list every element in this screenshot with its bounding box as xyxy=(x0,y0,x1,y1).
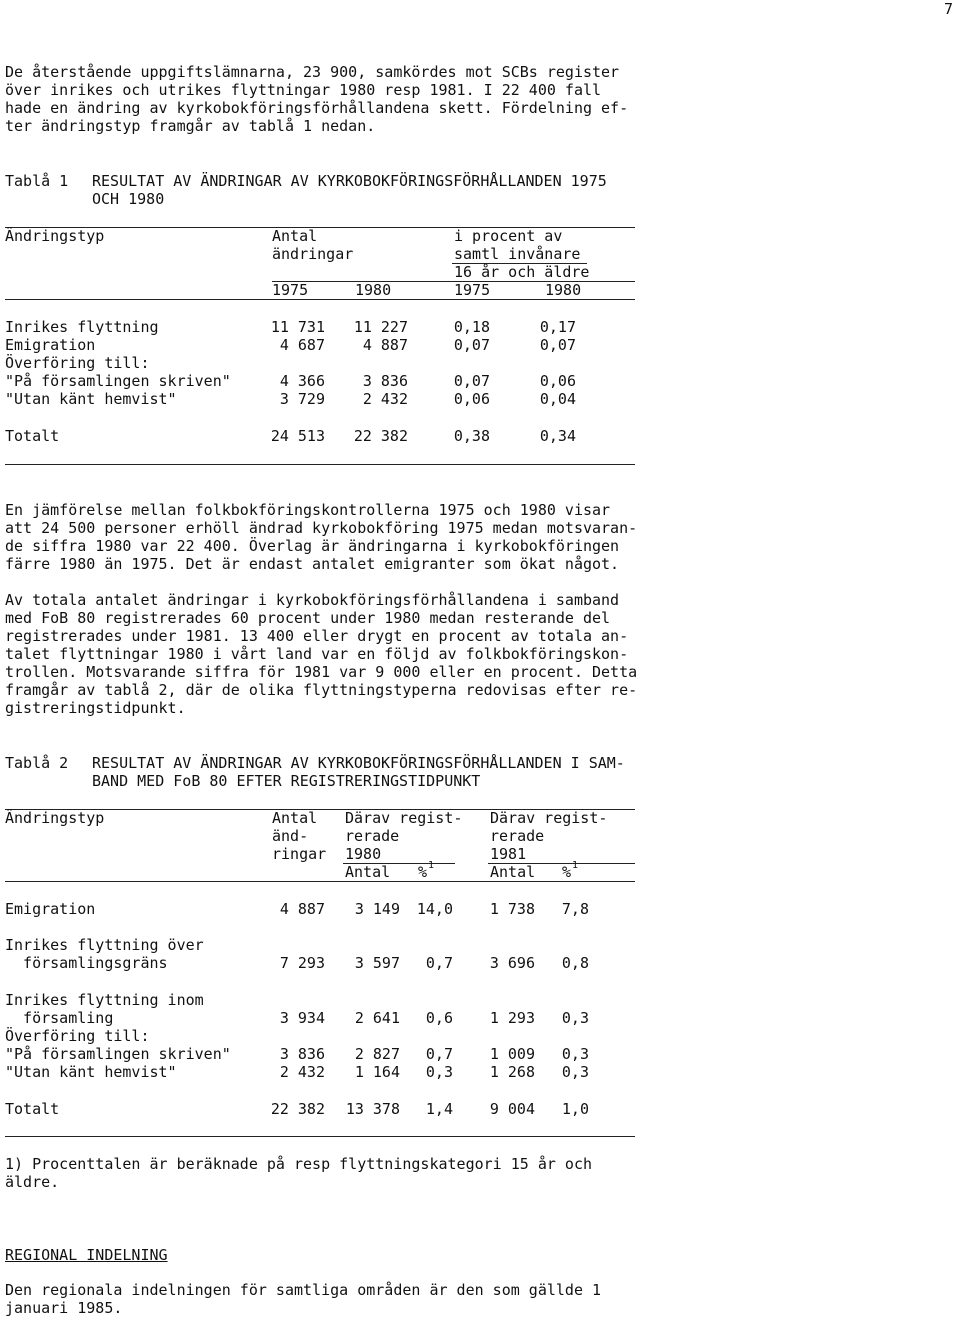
text-line: registrerades under 1981. 13 400 eller drygt en procent av totala an- xyxy=(5,627,629,645)
row-label: Emigration xyxy=(5,900,96,918)
text-line: Den regionala indelningen för samtliga områden är den som gällde 1 xyxy=(5,1281,602,1299)
column-header: 16 år och äldre xyxy=(454,263,590,281)
table-title: OCH 1980 xyxy=(92,190,165,208)
row-label: "På församlingen skriven" xyxy=(5,1045,231,1063)
column-header: Ändringstyp xyxy=(5,227,105,245)
table-cell: 2 641 xyxy=(354,1009,400,1027)
column-header: ringar xyxy=(272,845,327,863)
table-cell: 0,18 xyxy=(453,318,490,336)
column-header: rerade xyxy=(345,827,400,845)
row-label: Överföring till: xyxy=(5,1027,150,1045)
table-cell: 24 513 xyxy=(270,427,325,445)
footnote-mark: 1 xyxy=(428,860,435,871)
table-cell: 3 597 xyxy=(354,954,400,972)
text-line: talet flyttningar 1980 i vårt land var en följd av folkbokföringskon- xyxy=(5,645,629,663)
table-cell: 4 366 xyxy=(279,372,325,390)
table-cell: 0,6 xyxy=(425,1009,453,1027)
table-cell: 0,07 xyxy=(453,336,490,354)
table-cell: 3 934 xyxy=(279,1009,325,1027)
table-cell: 13 378 xyxy=(345,1100,400,1118)
row-label: "På församlingen skriven" xyxy=(5,372,231,390)
text-line: de siffra 1980 var 22 400. Överlag är ändringarna i kyrkobokföringen xyxy=(5,537,620,555)
column-header: Antal xyxy=(272,227,318,245)
row-label: Inrikes flyttning över xyxy=(5,936,204,954)
table-cell: 0,04 xyxy=(539,390,576,408)
column-header: Antal xyxy=(272,809,318,827)
table-cell: 3 836 xyxy=(362,372,408,390)
table-cell: 0,07 xyxy=(453,372,490,390)
sub-header: % xyxy=(418,863,428,881)
table-cell: 3 729 xyxy=(279,390,325,408)
sub-header: % xyxy=(562,863,572,881)
text-line: De återstående uppgiftslämnarna, 23 900, samkördes mot SCBs register xyxy=(5,63,620,81)
table-cell: 1 164 xyxy=(354,1063,400,1081)
table-cell: 1 268 xyxy=(489,1063,535,1081)
table-cell: 7 293 xyxy=(279,954,325,972)
column-header: i procent av xyxy=(454,227,563,245)
row-label: "Utan känt hemvist" xyxy=(5,1063,177,1081)
table-cell: 22 382 xyxy=(353,427,408,445)
year-header: 1980 xyxy=(545,281,582,299)
row-label: "Utan känt hemvist" xyxy=(5,390,177,408)
table-cell: 22 382 xyxy=(270,1100,325,1118)
table-cell: 4 887 xyxy=(279,900,325,918)
table-cell: 11 227 xyxy=(353,318,408,336)
table-title: BAND MED FoB 80 EFTER REGISTRERINGSTIDPUNKT xyxy=(92,772,481,790)
column-header: Därav regist- xyxy=(345,809,463,827)
text-line: äldre. xyxy=(5,1173,60,1191)
table-cell: 3 696 xyxy=(489,954,535,972)
table-cell: 4 687 xyxy=(279,336,325,354)
row-label: Inrikes flyttning xyxy=(5,318,159,336)
table-cell: 1,4 xyxy=(425,1100,453,1118)
table-cell: 4 887 xyxy=(362,336,408,354)
table-cell: 0,3 xyxy=(561,1063,589,1081)
text-line: med FoB 80 registrerades 60 procent under 1980 medan resterande del xyxy=(5,609,611,627)
text-line: En jämförelse mellan folkbokföringskontrollerna 1975 och 1980 visar xyxy=(5,501,611,519)
row-label: församling xyxy=(5,1009,114,1027)
table-rule xyxy=(5,881,635,882)
footnote-mark: 1 xyxy=(572,860,579,871)
table-title: RESULTAT AV ÄNDRINGAR AV KYRKOBOKFÖRINGSFÖRHÅLLANDEN 1975 xyxy=(92,172,607,190)
page-number: 7 xyxy=(944,0,954,18)
table-label: Tablå 1 xyxy=(5,172,69,190)
column-header: änd- xyxy=(272,827,309,845)
column-header: Ändringstyp xyxy=(5,809,105,827)
table-cell: 0,34 xyxy=(539,427,576,445)
table-cell: 0,3 xyxy=(561,1045,589,1063)
column-header: 1980 xyxy=(345,845,382,863)
table-cell: 0,3 xyxy=(561,1009,589,1027)
column-header: ändringar xyxy=(272,245,354,263)
table-cell: 2 432 xyxy=(279,1063,325,1081)
total-label: Totalt xyxy=(5,427,60,445)
text-line: gistreringstidpunkt. xyxy=(5,699,186,717)
table-cell: 1 293 xyxy=(489,1009,535,1027)
table-cell: 0,06 xyxy=(453,390,490,408)
table-cell: 3 836 xyxy=(279,1045,325,1063)
column-header: rerade xyxy=(490,827,545,845)
text-line: 1) Procenttalen är beräknade på resp flyttningskategori 15 år och xyxy=(5,1155,592,1173)
table-cell: 3 149 xyxy=(354,900,400,918)
text-line: över inrikes och utrikes flyttningar 1980 resp 1981. I 22 400 fall xyxy=(5,81,602,99)
row-label: Emigration xyxy=(5,336,96,354)
total-label: Totalt xyxy=(5,1100,60,1118)
text-line: framgår av tablå 2, där de olika flyttningstyperna redovisas efter re- xyxy=(5,681,638,699)
row-label: församlingsgräns xyxy=(5,954,168,972)
table-cell: 0,8 xyxy=(561,954,589,972)
table-cell: 0,3 xyxy=(425,1063,453,1081)
text-line: att 24 500 personer erhöll ändrad kyrkobokföring 1975 medan motsvaran- xyxy=(5,519,638,537)
table-cell: 0,07 xyxy=(539,336,576,354)
table-rule xyxy=(5,1136,635,1137)
table-cell: 0,7 xyxy=(425,954,453,972)
text-line: färre 1980 än 1975. Det är endast antalet emigranter som ökat något. xyxy=(5,555,620,573)
text-line: trollen. Motsvarande siffra för 1981 var 9 000 eller en procent. Detta xyxy=(5,663,638,681)
table-rule xyxy=(5,464,635,465)
table-cell: 2 432 xyxy=(362,390,408,408)
table-cell: 0,38 xyxy=(453,427,490,445)
text-line: ter ändringstyp framgår av tablå 1 nedan. xyxy=(5,117,376,135)
table-cell: 0,06 xyxy=(539,372,576,390)
text-line: Av totala antalet ändringar i kyrkobokföringsförhållandena i samband xyxy=(5,591,620,609)
table-cell: 9 004 xyxy=(489,1100,535,1118)
year-header: 1975 xyxy=(454,281,491,299)
table-cell: 7,8 xyxy=(561,900,589,918)
table-label: Tablå 2 xyxy=(5,754,69,772)
year-header: 1975 xyxy=(272,281,309,299)
table-cell: 0,7 xyxy=(425,1045,453,1063)
table-cell: 1 738 xyxy=(489,900,535,918)
section-heading: REGIONAL INDELNING xyxy=(5,1246,168,1264)
text-line: januari 1985. xyxy=(5,1299,123,1317)
table-cell: 11 731 xyxy=(270,318,325,336)
table-title: RESULTAT AV ÄNDRINGAR AV KYRKOBOKFÖRINGSFÖRHÅLLANDEN I SAM- xyxy=(92,754,625,772)
table-cell: 1,0 xyxy=(561,1100,589,1118)
sub-header: Antal xyxy=(345,863,391,881)
table-rule xyxy=(5,299,635,300)
table-cell: 2 827 xyxy=(354,1045,400,1063)
sub-header: Antal xyxy=(490,863,536,881)
row-label: Inrikes flyttning inom xyxy=(5,991,204,1009)
column-header: 1981 xyxy=(490,845,527,863)
column-header: Därav regist- xyxy=(490,809,608,827)
table-cell: 14,0 xyxy=(416,900,453,918)
text-line: hade en ändring av kyrkobokföringsförhållandena skett. Fördelning ef- xyxy=(5,99,629,117)
table-cell: 0,17 xyxy=(539,318,576,336)
column-header: samtl invånare xyxy=(454,245,581,263)
row-label: Överföring till: xyxy=(5,354,150,372)
table-cell: 1 009 xyxy=(489,1045,535,1063)
year-header: 1980 xyxy=(355,281,392,299)
